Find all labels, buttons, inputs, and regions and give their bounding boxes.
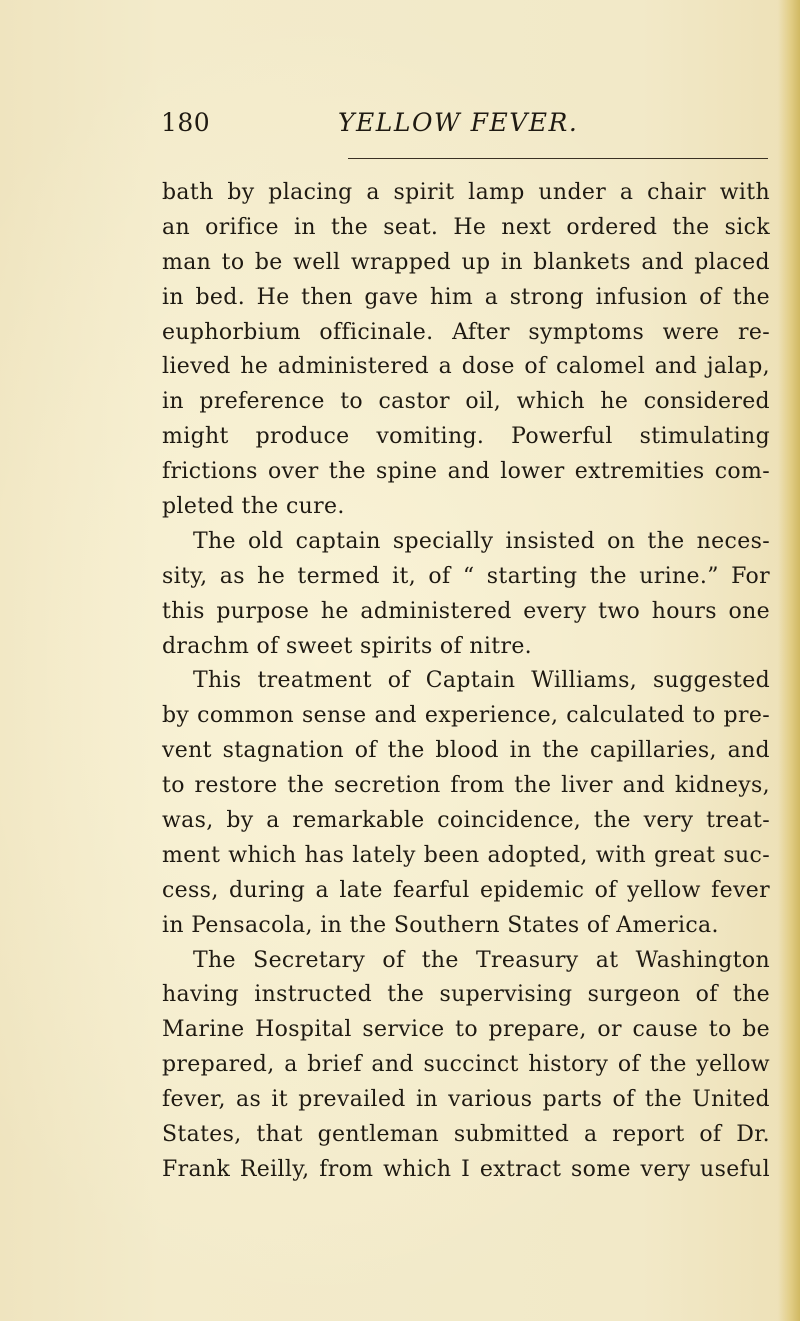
header-rule [348, 158, 768, 159]
text-line: in preference to castor oil, which he considered [162, 389, 770, 415]
text-line: frictions over the spine and lower extremities com- [162, 459, 770, 485]
text-line: States, that gentleman submitted a report of Dr. [162, 1122, 770, 1148]
text-line: Marine Hospital service to prepare, or cause to be [162, 1017, 770, 1043]
page-edge-shadow [778, 0, 800, 1321]
page-header [161, 108, 771, 148]
text-line: euphorbium officinale. After symptoms were re- [162, 319, 770, 345]
text-line: to restore the secretion from the liver and kidneys, [162, 773, 770, 799]
text-line: bath by placing a spirit lamp under a chair with [162, 180, 770, 205]
text-line: ment which has lately been adopted, with great suc- [162, 842, 770, 868]
text-line: in bed. He then gave him a strong infusion of the [162, 284, 770, 310]
text-line: lieved he administered a dose of calomel and jalap, [162, 354, 770, 380]
text-line: this purpose he administered every two hours one [162, 598, 770, 624]
text-line: Frank Reilly, from which I extract some very useful [162, 1156, 770, 1182]
text-line: man to be well wrapped up in blankets and placed [162, 249, 770, 275]
text-line: The old captain specially insisted on the neces- [193, 528, 770, 554]
page-number: 180 [161, 108, 211, 137]
text-line: by common sense and experience, calculated to pre- [162, 703, 770, 729]
text-line: prepared, a brief and succinct history of the yellow [162, 1052, 770, 1078]
text-line: in Pensacola, in the Southern States of America. [162, 912, 719, 938]
body-text [162, 176, 770, 1188]
text-line: pleted the cure. [162, 494, 345, 520]
text-line: The Secretary of the Treasury at Washington [193, 947, 770, 973]
text-line: cess, during a late fearful epidemic of yellow fever [162, 877, 770, 903]
text-line: drachm of sweet spirits of nitre. [162, 633, 533, 659]
text-line: vent stagnation of the blood in the capillaries, and [162, 738, 770, 764]
text-line: might produce vomiting. Powerful stimulating [162, 424, 770, 450]
text-line: was, by a remarkable coincidence, the very treat- [162, 808, 770, 834]
text-line: This treatment of Captain Williams, suggested [193, 668, 770, 694]
text-line: sity, as he termed it, of “ starting the urine.” For [162, 563, 770, 589]
text-line: having instructed the supervising surgeon of the [162, 982, 770, 1008]
text-line: fever, as it prevailed in various parts of the United [162, 1087, 770, 1113]
running-title: YELLOW FEVER. [338, 108, 579, 137]
text-line: an orifice in the seat. He next ordered the sick [162, 214, 770, 240]
